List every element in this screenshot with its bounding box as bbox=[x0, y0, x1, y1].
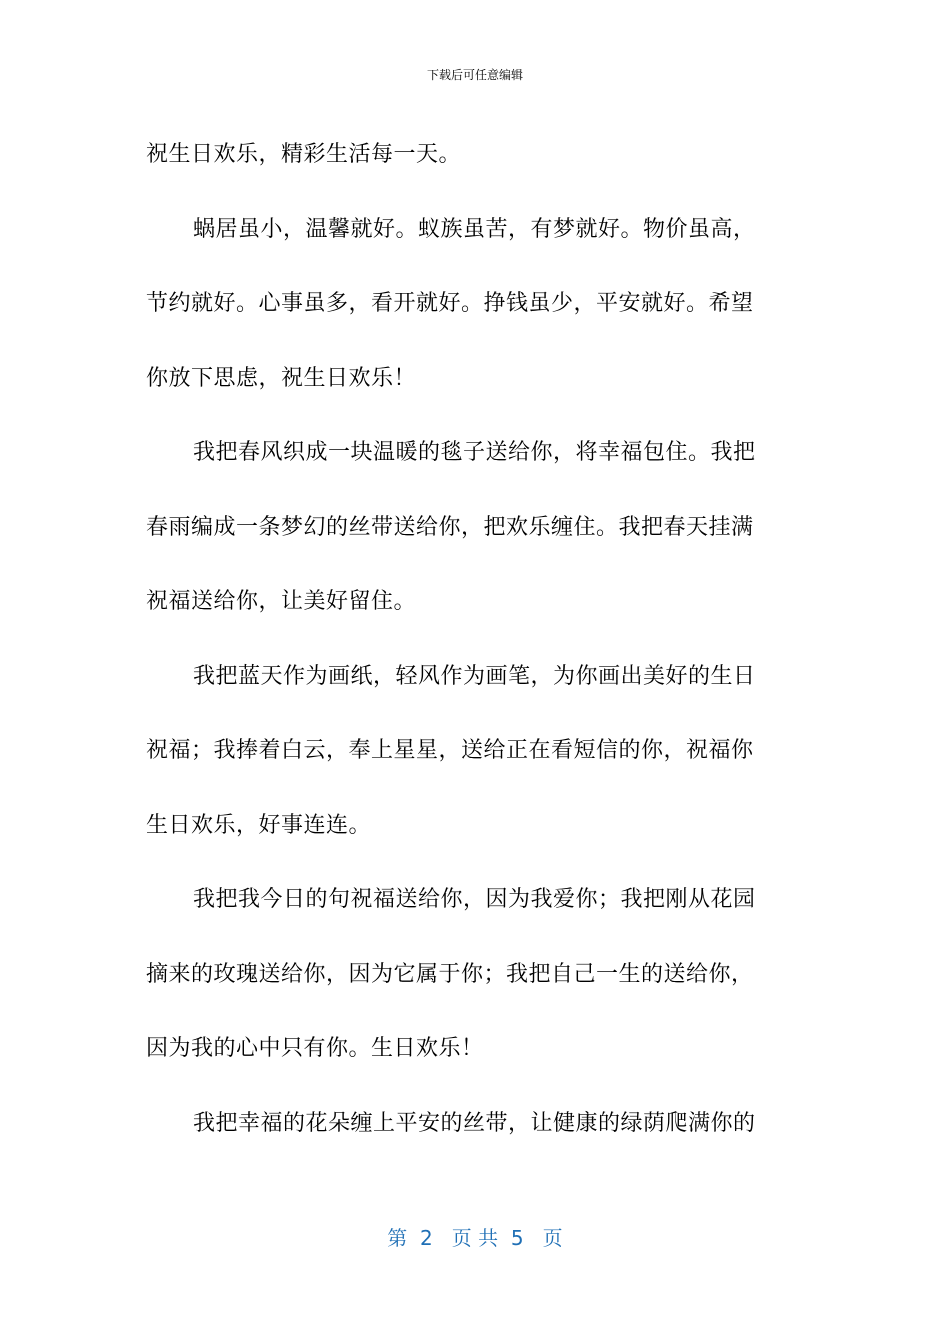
document-header-note: 下载后可任意编辑 bbox=[426, 68, 523, 82]
document-body bbox=[146, 118, 796, 1161]
page-number-footer: 第 2 页 共 5 页 bbox=[387, 1226, 563, 1250]
text-line: 因为我的心中只有你。生日欢乐！ bbox=[146, 1036, 484, 1061]
text-line: 节约就好。心事虽多，看开就好。挣钱虽少，平安就好。希望 bbox=[146, 291, 754, 316]
text-line: 蜗居虽小，温馨就好。蚁族虽苦，有梦就好。物价虽高， bbox=[193, 216, 756, 242]
text-line: 祝生日欢乐，精彩生活每一天。 bbox=[146, 142, 462, 167]
text-line: 你放下思虑，祝生日欢乐！ bbox=[146, 365, 417, 391]
text-line: 我把幸福的花朵缠上平安的丝带，让健康的绿荫爬满你的 bbox=[193, 1110, 756, 1136]
text-line: 春雨编成一条梦幻的丝带送给你，把欢乐缠住。我把春天挂满 bbox=[146, 514, 754, 540]
text-line: 摘来的玫瑰送给你，因为它属于你；我把自己一生的送给你， bbox=[146, 961, 754, 987]
text-line: 我把春风织成一块温暖的毯子送给你，将幸福包住。我把 bbox=[193, 440, 756, 465]
text-line: 我把蓝天作为画纸，轻风作为画笔，为你画出美好的生日 bbox=[193, 663, 756, 689]
text-line: 祝福；我捧着白云，奉上星星，送给正在看短信的你，祝福你 bbox=[146, 738, 754, 763]
text-line: 生日欢乐，好事连连。 bbox=[146, 812, 372, 838]
text-line: 我把我今日的句祝福送给你，因为我爱你；我把刚从花园 bbox=[193, 887, 756, 912]
text-line: 祝福送给你，让美好留住。 bbox=[146, 589, 417, 614]
